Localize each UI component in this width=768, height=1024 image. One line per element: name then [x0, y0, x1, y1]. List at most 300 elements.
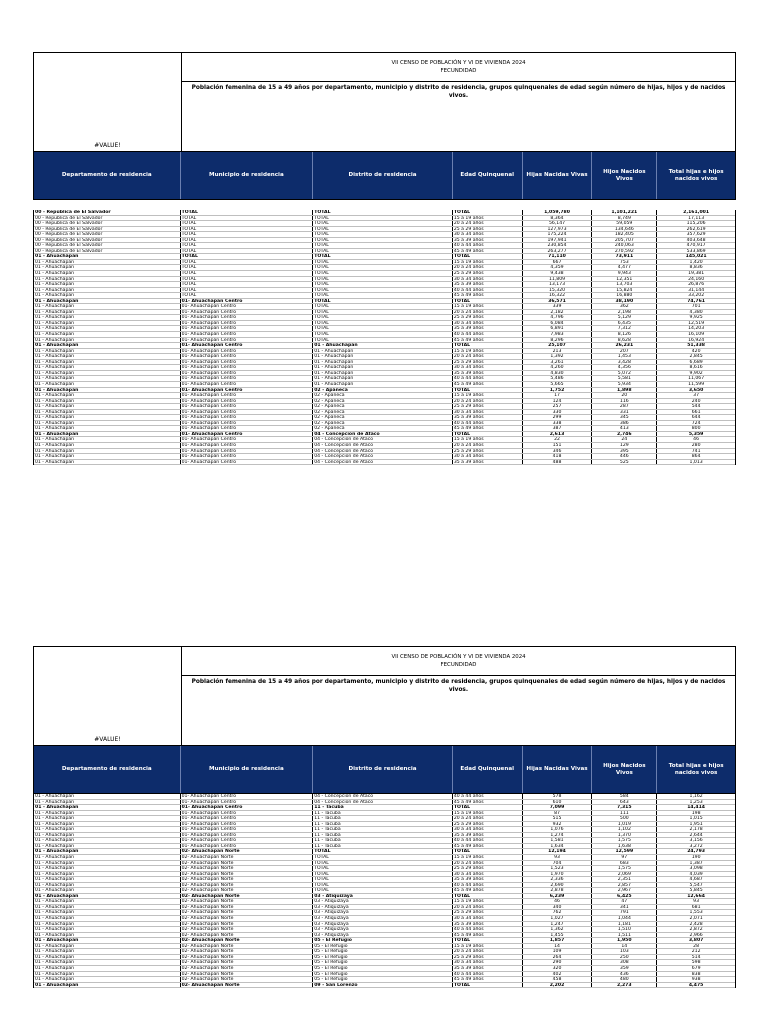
cell-hijos: 6,435	[592, 321, 657, 326]
cell-edad: 25 a 29 años	[453, 404, 523, 409]
cell-edad: 40 a 44 años	[453, 838, 523, 843]
cell-municipio: TOTAL	[181, 254, 314, 259]
cell-distrito: TOTAL	[313, 332, 453, 337]
cell-edad: 45 a 49 años	[453, 338, 523, 343]
cell-total: 5,359	[688, 431, 704, 437]
cell-distrito: 02 - Apaneca	[313, 421, 453, 426]
cell-edad: 30 a 34 años	[453, 827, 523, 832]
cell-departamento: 01 - Ahuachapan	[34, 404, 181, 409]
cell-distrito: 04 - Concepcion de Ataco	[313, 437, 453, 442]
cell-departamento: 01 - Ahuachapan	[34, 376, 181, 381]
cell-distrito: 05 - El Refugio	[313, 977, 453, 982]
cell-edad: 25 a 29 años	[453, 227, 523, 232]
cell-hijas: 488	[523, 460, 593, 465]
cell-total: 3,272	[689, 843, 703, 849]
cell-distrito: 11 - Tacuba	[313, 816, 453, 821]
cell-distrito: 11 - Tacuba	[313, 822, 453, 827]
cell-distrito: 05 - El Refugio	[313, 944, 453, 949]
cell-departamento: 01 - Ahuachapan	[34, 877, 181, 882]
cell-departamento: 01 - Ahuachapan	[34, 437, 181, 442]
cell-hijas: 230,854	[523, 243, 593, 248]
cell-departamento: 01 - Ahuachapan	[34, 399, 181, 404]
cell-municipio: TOTAL	[181, 210, 314, 215]
cell-hijas: 418	[523, 454, 593, 459]
cell-hijas: 1,059,780	[523, 210, 593, 215]
cell-distrito: 04 - Concepcion de Ataco	[313, 800, 453, 805]
cell-departamento: 01 - Ahuachapan	[34, 421, 181, 426]
cell-edad: 20 a 24 años	[453, 816, 523, 821]
cell-hijas: 1,247	[523, 922, 593, 927]
cell-hijas: 5,486	[523, 376, 593, 381]
corner-value: #VALUE!	[94, 736, 121, 743]
cell-hijos: 207	[592, 349, 657, 354]
cell-departamento: 01 - Ahuachapan	[34, 905, 181, 910]
cell-municipio: 02- Ahuachapan Norte	[181, 866, 314, 871]
cell-hijas: 1,455	[523, 933, 593, 938]
cell-total: 280	[691, 442, 701, 448]
cell-departamento: 01 - Ahuachapan	[34, 282, 181, 287]
cell-municipio: 01- Ahuachapan Centro	[181, 844, 314, 849]
cell-municipio: 01- Ahuachapan Centro	[181, 794, 314, 799]
cell-hijos: 8,749	[592, 216, 657, 221]
cell-distrito: TOTAL	[313, 293, 453, 298]
cell-edad: 30 a 34 años	[453, 232, 523, 237]
cell-hijos: 287	[592, 404, 657, 409]
cell-hijos: 1,370	[592, 833, 657, 838]
cell-hijas: 2,613	[523, 432, 593, 437]
cell-hijas: 762	[523, 910, 593, 915]
cell-total: 1,553	[689, 910, 703, 916]
cell-distrito: TOTAL	[313, 861, 453, 866]
cell-municipio: 01- Ahuachapan Centro	[181, 833, 314, 838]
cell-hijos: 791	[592, 910, 657, 915]
cell-total: 12,664	[687, 893, 705, 899]
cell-hijos: 1,575	[592, 866, 657, 871]
cell-distrito: 03 - Atiquizaya	[313, 910, 453, 915]
cell-hijos: 182,405	[592, 232, 657, 237]
cell-departamento: 01 - Ahuachapan	[34, 277, 181, 282]
cell-departamento: 01 - Ahuachapan	[34, 293, 181, 298]
cell-edad: 45 a 49 años	[453, 933, 523, 938]
cell-hijas: 17	[523, 393, 593, 398]
cell-distrito: TOTAL	[313, 877, 453, 882]
cell-municipio: 01- Ahuachapan Centro	[181, 393, 314, 398]
cell-departamento: 01 - Ahuachapan	[34, 371, 181, 376]
cell-total: 544	[691, 404, 701, 409]
cell-hijas: 1,970	[523, 872, 593, 877]
cell-distrito: 03 - Atiquizaya	[313, 916, 453, 921]
col-header-hijas: Hijas Nacidas Vivas	[523, 746, 593, 793]
cell-departamento: 01 - Ahuachapan	[34, 265, 181, 270]
cell-distrito: 03 - Atiquizaya	[313, 927, 453, 932]
cell-hijas: 320	[523, 966, 593, 971]
cell-departamento: 00 - Republica de El Salvador	[34, 249, 181, 254]
cell-hijos: 240,063	[592, 243, 657, 248]
cell-edad: 45 a 49 años	[453, 426, 523, 431]
cell-hijos: 341	[592, 905, 657, 910]
cell-hijos: 345	[592, 415, 657, 420]
cell-hijas: 264	[523, 955, 593, 960]
cell-departamento: 01 - Ahuachapan	[34, 949, 181, 954]
cell-edad: 20 a 24 años	[453, 949, 523, 954]
cell-edad: 35 a 39 años	[453, 415, 523, 420]
cell-municipio: 01- Ahuachapan Centro	[181, 332, 314, 337]
cell-departamento: 01 - Ahuachapan	[34, 972, 181, 977]
col-header-municipio: Municipio de residencia	[181, 746, 314, 793]
cell-hijas: 1,523	[523, 866, 593, 871]
cell-municipio: 01- Ahuachapan Centro	[181, 343, 314, 348]
cell-total: 598	[691, 960, 701, 965]
cell-total: 14,414	[687, 805, 705, 810]
cell-municipio: 02- Ahuachapan Norte	[181, 888, 314, 893]
cell-edad: 45 a 49 años	[453, 293, 523, 298]
cell-edad: 40 a 44 años	[453, 332, 523, 337]
cell-hijas: 1,027	[523, 916, 593, 921]
cell-municipio: TOTAL	[181, 288, 314, 293]
cell-departamento: 00 - Republica de El Salvador	[34, 221, 181, 226]
cell-hijos: 205,707	[592, 238, 657, 243]
cell-departamento: 01 - Ahuachapan	[34, 899, 181, 904]
cell-edad: 30 a 34 años	[453, 916, 523, 921]
cell-hijas: 15,320	[523, 288, 593, 293]
cell-municipio: 01- Ahuachapan Centro	[181, 454, 314, 459]
cell-distrito: TOTAL	[313, 315, 453, 320]
cell-distrito: TOTAL	[313, 249, 453, 254]
cell-edad: 20 a 24 años	[453, 399, 523, 404]
cell-departamento: 01 - Ahuachapan	[34, 365, 181, 370]
cell-departamento: 00 - Republica de El Salvador	[34, 238, 181, 243]
cell-edad: TOTAL	[453, 805, 523, 810]
cell-departamento: 01 - Ahuachapan	[34, 426, 181, 431]
cell-distrito: 01 - Ahuachapan	[313, 360, 453, 365]
cell-edad: 15 a 19 años	[453, 437, 523, 442]
cell-municipio: 02- Ahuachapan Norte	[181, 983, 314, 988]
table-subtotal-row	[34, 983, 735, 989]
cell-distrito: TOTAL	[313, 260, 453, 265]
cell-departamento: 00 - República de El Salvador	[34, 210, 181, 215]
cell-municipio: 01- Ahuachapan Centro	[181, 299, 314, 304]
cell-municipio: 02- Ahuachapan Norte	[181, 977, 314, 982]
cell-total: 2,178	[689, 827, 703, 832]
cell-total: 33,202	[688, 293, 705, 298]
cell-edad: 35 a 39 años	[453, 966, 523, 971]
cell-hijos: 2,746	[592, 432, 657, 437]
cell-hijas: 704	[523, 861, 593, 866]
cell-total: 26,876	[688, 282, 705, 287]
census-title-line2: FECUNDIDAD	[440, 68, 477, 74]
cell-edad: 25 a 29 años	[453, 449, 523, 454]
cell-distrito: 04 - Concepcion de Ataco	[313, 460, 453, 465]
cell-hijos: 1,510	[592, 927, 657, 932]
cell-distrito: 11 - Tacuba	[313, 833, 453, 838]
cell-departamento: 01 - Ahuachapan	[34, 454, 181, 459]
cell-distrito: 02 - Apaneca	[313, 415, 453, 420]
cell-municipio: 01- Ahuachapan Centro	[181, 415, 314, 420]
cell-municipio: 01- Ahuachapan Centro	[181, 827, 314, 832]
census-title-line1: VII CENSO DE POBLACIÓN Y VI DE VIVIENDA 2024	[391, 654, 526, 660]
cell-hijas: 71,110	[523, 254, 593, 259]
cell-municipio: 01- Ahuachapan Centro	[181, 805, 314, 810]
cell-hijos: 97	[592, 855, 657, 860]
cell-hijas: 2,690	[523, 883, 593, 888]
cell-total: 9,925	[689, 315, 703, 320]
cell-hijas: 14	[523, 944, 593, 949]
cell-departamento: 01 - Ahuachapan	[34, 955, 181, 960]
cell-hijas: 12,194	[523, 849, 593, 854]
cell-hijos: 395	[592, 449, 657, 454]
cell-departamento: 01 - Ahuachapan	[34, 883, 181, 888]
cell-edad: 35 a 39 años	[453, 371, 523, 376]
cell-edad: 35 a 39 años	[453, 460, 523, 465]
cell-distrito: 04 - Concepcion de Ataco	[313, 794, 453, 799]
cell-hijas: 667	[523, 260, 593, 265]
cell-municipio: 02- Ahuachapan Norte	[181, 894, 314, 899]
cell-departamento: 01 - Ahuachapan	[34, 393, 181, 398]
cell-departamento: 01 - Ahuachapan	[34, 326, 181, 331]
cell-edad: 15 a 19 años	[453, 393, 523, 398]
cell-municipio: 02- Ahuachapan Norte	[181, 955, 314, 960]
cell-departamento: 01 - Ahuachapan	[34, 432, 181, 437]
cell-total: 240	[691, 398, 701, 404]
cell-departamento: 01 - Ahuachapan	[34, 360, 181, 365]
cell-distrito: TOTAL	[313, 849, 453, 854]
cell-municipio: 02- Ahuachapan Norte	[181, 861, 314, 866]
cell-hijos: 436	[592, 972, 657, 977]
cell-distrito: 09 - San Lorenzo	[313, 983, 453, 988]
cell-hijos: 2,069	[592, 872, 657, 877]
cell-total: 5,547	[689, 882, 703, 888]
cell-distrito: 11 - Tacuba	[313, 805, 453, 810]
cell-total: 2,161,001	[683, 210, 710, 215]
cell-hijos: 308	[592, 960, 657, 965]
cell-departamento: 01 - Ahuachapan	[34, 944, 181, 949]
cell-hijas: 11,809	[523, 277, 593, 282]
cell-hijas: 8,296	[523, 338, 593, 343]
cell-hijos: 111	[592, 811, 657, 816]
cell-hijos: 1,101,221	[592, 210, 657, 215]
cell-distrito: TOTAL	[313, 271, 453, 276]
cell-total: 24,793	[687, 849, 705, 855]
cell-departamento: 00 - Republica de El Salvador	[34, 232, 181, 237]
cell-hijos: 20	[592, 393, 657, 398]
cell-total: 864	[691, 454, 701, 459]
cell-municipio: 02- Ahuachapan Norte	[181, 966, 314, 971]
cell-municipio: 01- Ahuachapan Centro	[181, 410, 314, 415]
cell-total: 11,599	[688, 381, 705, 387]
col-header-distrito: Distrito de residencia	[313, 152, 453, 199]
cell-municipio: 02- Ahuachapan Norte	[181, 883, 314, 888]
table-subtitle: Población femenina de 15 a 49 años por departamento, municipio y distrito de residencia, grupos quinquenales de edad según número de hijas, hijos y de nacidos vivos.	[182, 675, 735, 694]
cell-total: 800	[691, 426, 701, 431]
cell-distrito: 05 - El Refugio	[313, 966, 453, 971]
cell-total: 3,156	[689, 838, 703, 843]
cell-distrito: 05 - El Refugio	[313, 972, 453, 977]
column-header-row	[33, 152, 736, 200]
cell-total: 28	[693, 943, 700, 949]
cell-total: 5,845	[689, 888, 703, 893]
cell-departamento: 00 - Republica de El Salvador	[34, 216, 181, 221]
cell-distrito: 01 - Ahuachapan	[313, 365, 453, 370]
cell-edad: 30 a 34 años	[453, 960, 523, 965]
cell-departamento: 01 - Ahuachapan	[34, 861, 181, 866]
cell-municipio: TOTAL	[181, 293, 314, 298]
cell-edad: 45 a 49 años	[453, 382, 523, 387]
cell-total: 938	[691, 977, 701, 982]
cell-departamento: 01 - Ahuachapan	[34, 849, 181, 854]
cell-hijas: 6,239	[523, 894, 593, 899]
cell-distrito: 01 - Ahuachapan	[313, 343, 453, 348]
cell-edad: 20 a 24 años	[453, 443, 523, 448]
cell-municipio: 01- Ahuachapan Centro	[181, 432, 314, 437]
cell-edad: TOTAL	[453, 849, 523, 854]
col-header-edad: Edad Quinquenal	[453, 152, 523, 199]
cell-total: 4,687	[689, 877, 703, 882]
cell-hijas: 36,571	[523, 299, 593, 304]
cell-hijas: 6,084	[523, 321, 593, 326]
cell-hijas: 4,796	[523, 315, 593, 320]
cell-municipio: 01- Ahuachapan Centro	[181, 315, 314, 320]
cell-edad: 30 a 34 años	[453, 410, 523, 415]
cell-municipio: 01- Ahuachapan Centro	[181, 822, 314, 827]
cell-municipio: TOTAL	[181, 249, 314, 254]
cell-distrito: TOTAL	[313, 866, 453, 871]
cell-edad: 30 a 34 años	[453, 321, 523, 326]
cell-departamento: 01 - Ahuachapan	[34, 811, 181, 816]
cell-hijas: 197,941	[523, 238, 593, 243]
cell-departamento: 01 - Ahuachapan	[34, 449, 181, 454]
cell-departamento: 01 - Ahuachapan	[34, 382, 181, 387]
col-header-total: Total hijas e hijos nacidos vivos	[668, 762, 724, 776]
cell-hijos: 1,181	[592, 922, 657, 927]
cell-municipio: TOTAL	[181, 265, 314, 270]
cell-hijos: 525	[592, 460, 657, 465]
cell-municipio: 01- Ahuachapan Centro	[181, 382, 314, 387]
cell-distrito: TOTAL	[313, 299, 453, 304]
cell-municipio: 02- Ahuachapan Norte	[181, 855, 314, 860]
cell-hijos: 2,857	[592, 883, 657, 888]
cell-municipio: 01- Ahuachapan Centro	[181, 811, 314, 816]
cell-edad: TOTAL	[453, 343, 523, 348]
cell-hijas: 2,878	[523, 888, 593, 893]
cell-hijos: 270,592	[592, 249, 657, 254]
sheet-page-1	[33, 52, 736, 465]
cell-hijos: 8,628	[592, 338, 657, 343]
cell-municipio: 01- Ahuachapan Centro	[181, 338, 314, 343]
cell-hijas: 2,202	[523, 983, 593, 988]
cell-departamento: 01 - Ahuachapan	[34, 321, 181, 326]
cell-municipio: 01- Ahuachapan Centro	[181, 304, 314, 309]
cell-departamento: 01 - Ahuachapan	[34, 983, 181, 988]
table-body	[33, 210, 736, 465]
corner-cell	[34, 647, 182, 745]
cell-hijas: 2,182	[523, 310, 593, 315]
cell-hijos: 250	[592, 955, 657, 960]
cell-edad: 15 a 19 años	[453, 216, 523, 221]
cell-edad: 15 a 19 años	[453, 855, 523, 860]
cell-total: 724	[691, 420, 701, 426]
sheet-header	[33, 646, 736, 746]
cell-hijos: 5,129	[592, 315, 657, 320]
cell-distrito: TOTAL	[313, 321, 453, 326]
cell-hijas: 338	[523, 421, 593, 426]
cell-distrito: 02 - Apaneca	[313, 393, 453, 398]
cell-total: 2,644	[689, 832, 703, 838]
cell-edad: 30 a 34 años	[453, 872, 523, 877]
col-header-hijos: Hijos Nacidos Vivos	[592, 746, 657, 793]
cell-hijos: 103	[592, 949, 657, 954]
cell-municipio: 01- Ahuachapan Centro	[181, 388, 314, 393]
cell-hijos: 6,425	[592, 894, 657, 899]
cell-total: 19,381	[688, 271, 705, 276]
cell-departamento: 01 - Ahuachapan	[34, 927, 181, 932]
cell-hijos: 5,072	[592, 371, 657, 376]
cell-departamento: 01 - Ahuachapan	[34, 816, 181, 821]
cell-total: 3,650	[688, 387, 704, 393]
cell-total: 14,203	[688, 326, 705, 332]
cell-municipio: 01- Ahuachapan Centro	[181, 816, 314, 821]
cell-municipio: 01- Ahuachapan Centro	[181, 310, 314, 315]
cell-distrito: 02 - Apaneca	[313, 399, 453, 404]
cell-departamento: 01 - Ahuachapan	[34, 894, 181, 899]
cell-departamento: 01 - Ahuachapan	[34, 960, 181, 965]
cell-total: 11,067	[688, 376, 705, 381]
cell-municipio: 02- Ahuachapan Norte	[181, 877, 314, 882]
cell-edad: 15 a 19 años	[453, 304, 523, 309]
col-header-hijos: Hijos Nacidos Vivos	[592, 152, 657, 199]
cell-total: 661	[691, 409, 701, 415]
cell-edad: 15 a 19 años	[453, 944, 523, 949]
cell-distrito: TOTAL	[313, 243, 453, 248]
cell-hijas: 25,107	[523, 343, 593, 348]
cell-hijas: 1,362	[523, 927, 593, 932]
cell-departamento: 01 - Ahuachapan	[34, 910, 181, 915]
cell-total: 644	[691, 415, 701, 420]
cell-departamento: 01 - Ahuachapan	[34, 299, 181, 304]
cell-edad: TOTAL	[453, 983, 523, 988]
cell-hijos: 16,880	[592, 293, 657, 298]
cell-municipio: 01- Ahuachapan Centro	[181, 376, 314, 381]
cell-hijos: 8,126	[592, 332, 657, 337]
cell-distrito: 11 - Tacuba	[313, 844, 453, 849]
cell-distrito: TOTAL	[313, 326, 453, 331]
col-header-departamento: Departamento de residencia	[34, 152, 181, 199]
cell-hijos: 500	[592, 816, 657, 821]
census-title-line2: FECUNDIDAD	[440, 662, 477, 668]
corner-value: #VALUE!	[94, 142, 121, 149]
cell-departamento: 01 - Ahuachapan	[34, 271, 181, 276]
cell-edad: 20 a 24 años	[453, 310, 523, 315]
header-spacer	[33, 200, 736, 210]
cell-distrito: 05 - El Refugio	[313, 949, 453, 954]
cell-hijas: 9,438	[523, 271, 593, 276]
cell-total: 1,420	[689, 259, 703, 265]
cell-departamento: 01 - Ahuachapan	[34, 388, 181, 393]
col-header-distrito: Distrito de residencia	[313, 746, 453, 793]
cell-municipio: TOTAL	[181, 243, 314, 248]
cell-departamento: 00 - Republica de El Salvador	[34, 243, 181, 248]
cell-municipio: 01- Ahuachapan Centro	[181, 365, 314, 370]
col-header-hijas: Hijas Nacidas Vivas	[523, 152, 593, 199]
cell-municipio: 02- Ahuachapan Norte	[181, 949, 314, 954]
cell-hijos: 59,059	[592, 221, 657, 226]
cell-edad: 25 a 29 años	[453, 360, 523, 365]
cell-municipio: 02- Ahuachapan Norte	[181, 916, 314, 921]
cell-hijas: 1,581	[523, 838, 593, 843]
cell-municipio: 01- Ahuachapan Centro	[181, 321, 314, 326]
cell-departamento: 01 - Ahuachapan	[34, 415, 181, 420]
cell-total: 212	[691, 949, 701, 954]
cell-departamento: 01 - Ahuachapan	[34, 822, 181, 827]
